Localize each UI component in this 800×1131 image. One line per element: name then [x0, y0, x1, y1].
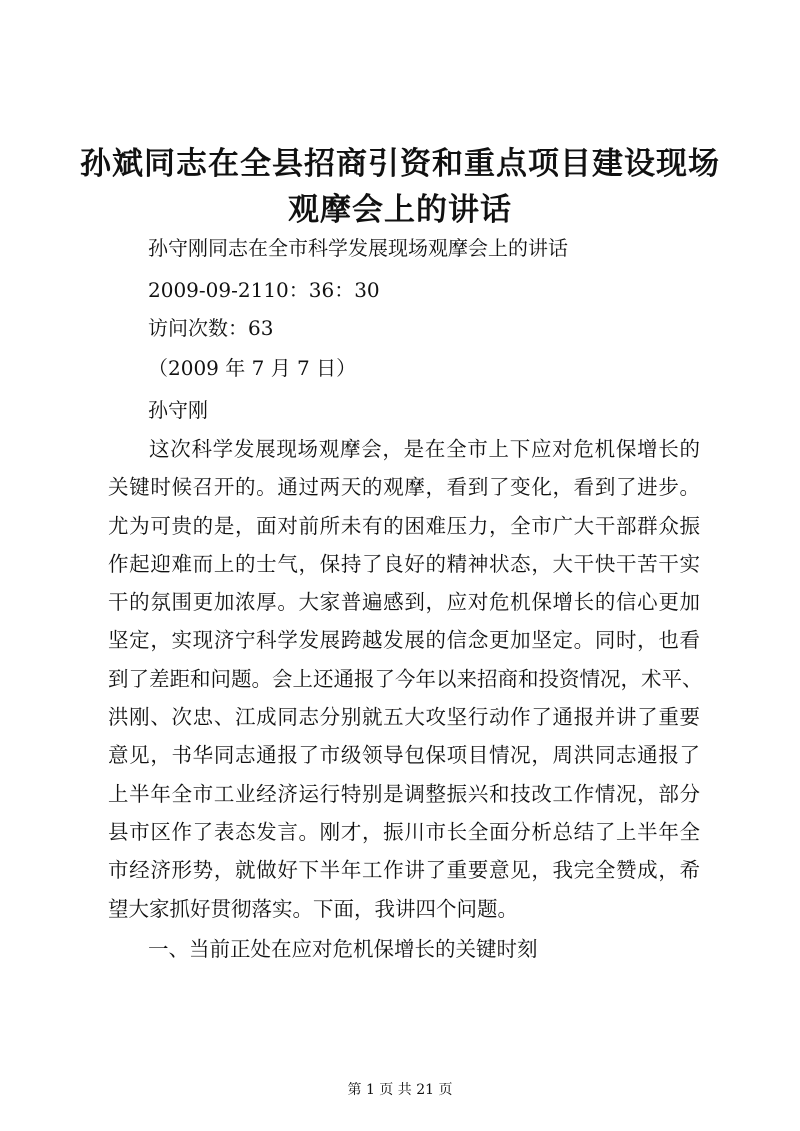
paragraph-line: 意见，书华同志通报了市级领导包保项目情况，周洪同志通报了 — [108, 743, 700, 768]
paragraph-line: 作起迎难而上的士气，保持了良好的精神状态，大干快干苦干实 — [108, 551, 700, 576]
paragraph-line: 望大家抓好贯彻落实。下面，我讲四个问题。 — [108, 896, 518, 921]
paragraph-line: 县市区作了表态发言。刚才，振川市长全面分析总结了上半年全 — [108, 819, 700, 844]
paragraph-line: 坚定，实现济宁科学发展跨越发展的信念更加坚定。同时，也看 — [108, 628, 700, 653]
paragraph-line: 洪刚、次忠、江成同志分别就五大攻坚行动作了通报并讲了重要 — [108, 705, 700, 730]
speech-date: （2009 年 7 月 7 日） — [148, 356, 357, 380]
paragraph-line: 到了差距和问题。会上还通报了今年以来招商和投资情况，术平、 — [108, 666, 703, 691]
body-paragraph — [108, 430, 703, 928]
speaker-name: 孙守刚 — [148, 398, 208, 422]
paragraph-line: 市经济形势，就做好下半年工作讲了重要意见，我完全赞成，希 — [108, 858, 700, 883]
page-footer: 第 1 页 共 21 页 — [347, 1082, 453, 1098]
paragraph-line: 关键时候召开的。通过两天的观摩，看到了变化，看到了进步。 — [108, 475, 700, 500]
paragraph-line: 干的氛围更加浓厚。大家普遍感到，应对危机保增长的信心更加 — [108, 590, 700, 615]
paragraph-line: 尤为可贵的是，面对前所未有的困难压力，全市广大干部群众振 — [108, 513, 700, 538]
publish-datetime: 2009-09-2110：36：30 — [148, 278, 380, 302]
section-heading: 一、当前正处在应对危机保增长的关键时刻 — [148, 937, 538, 961]
paragraph-line: 这次科学发展现场观摩会，是在全市上下应对危机保增长的 — [149, 437, 700, 461]
paragraph-line: 上半年全市工业经济运行特别是调整振兴和技改工作情况，部分 — [108, 781, 700, 806]
document-title-line-1: 孙斌同志在全县招商引资和重点项目建设现场 — [80, 146, 720, 182]
visit-count: 访问次数：63 — [148, 316, 274, 340]
speech-subtitle: 孙守刚同志在全市科学发展现场观摩会上的讲话 — [148, 236, 568, 260]
document-title-line-2: 观摩会上的讲话 — [288, 192, 512, 228]
